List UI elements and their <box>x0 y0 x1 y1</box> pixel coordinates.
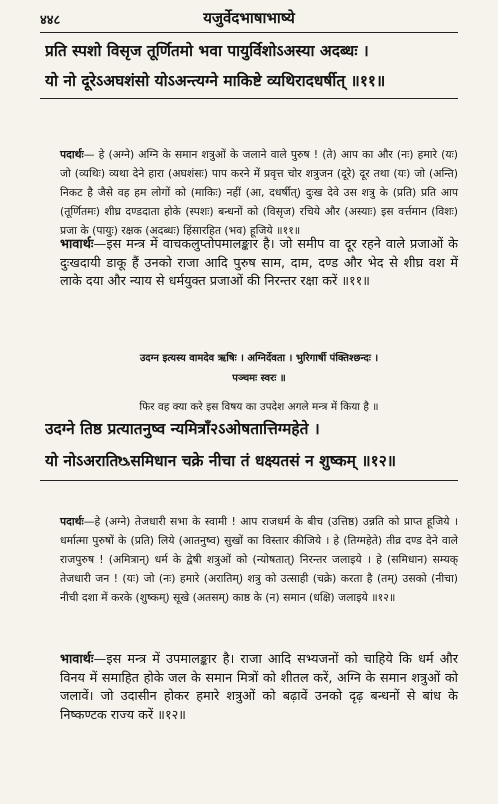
mantra-11-line-1: प्रति स्पशो विसृज तूर्णितमो भवा पायुर्विशोऽअस्या अदब्धः । <box>45 42 369 60</box>
mantra-12-rule <box>40 480 458 481</box>
running-title: यजुर्वेदभाषाभाष्ये <box>203 9 295 27</box>
rishi-devata-line: उदग्न इत्यस्य वामदेव ऋषिः । अग्निर्देवता । भुरिगार्षी पंक्तिश्छन्दः । <box>139 353 379 364</box>
padartha-label: पदार्थः <box>60 148 84 161</box>
padartha-11 <box>60 146 458 241</box>
bhavartha-label: भावार्थः <box>60 237 94 252</box>
bhavartha-label: भावार्थः <box>60 652 94 667</box>
mantra-12-line-2: यो नोऽअरातिᳬसमिधान चक्रे नीचा तं धक्ष्यतसं न शुष्कम् ॥१२॥ <box>45 452 397 470</box>
padartha-text: —हे (अग्ने) तेजधारी सभा के स्वामी ! आप राजधर्म के बीच (उत्तिष्ठ) उन्नति को प्राप्त हूजिये । धर्मात्मा पुरुषों के (प्रति) लिये (आतनुष्व) सुखों का विस्तार कीजिये । हे (तिग्महेते) तीव्र दण्ड देने वाले राजपुरुष ! (अमित्रान्) धर्म के द्वेषी शत्रुओं को (न्योषतात्) निरन्तर जलाइये । हे (समिधान) सम्यक् तेजधारी जन ! (यः) जो (नः) हमारे (अरातिम्) शत्रु को उत्साही (चक्रे) करता है (तम्) उसको (नीचा) नीची दशा में करके (शुष्कम्) सूखे (अतसम्) काष्ठ के (न) समान (धक्षि) जलाइये ॥१२॥ <box>60 515 458 604</box>
padartha-12 <box>60 513 458 608</box>
mantra-11-rule <box>40 98 458 99</box>
header-rule <box>40 32 458 33</box>
bhavartha-text: —इस मन्त्र में उपमालङ्कार है। राजा आदि सभ्यजनों को चाहिये कि धर्म और विनय में समाहित होके जल के समान मित्रों को शीतल करें, अग्नि के समान शत्रुओं को जलावें। जो उदासीन होकर हमारे शत्रुओं को बढ़ावें उनको दृढ़ बन्धनों से बांध के निष्कण्टक राज्य करें ॥१२॥ <box>60 652 458 723</box>
padartha-label: पदार्थः <box>60 515 84 528</box>
bhavartha-11 <box>60 236 458 292</box>
mantra-12-intro: फिर वह क्या करे इस विषय का उपदेश अगले मन्त्र में किया है ॥ <box>139 401 379 413</box>
mantra-12-line-1: उदग्ने तिष्ठ प्रत्यातनुष्व न्यमित्राँ२ऽओषतात्तिग्महेते । <box>45 420 320 438</box>
page-header <box>40 8 458 30</box>
bhavartha-text: —इस मन्त्र में वाचकलुप्तोपमालङ्कार है। जो समीप वा दूर रहने वाले प्रजाओं के दुःखदायी डाकू हैं उनको राजा आदि पुरुष साम, दाम, दण्ड और भेद से शीघ्र वश में लाके दया और न्याय से धर्मयुक्त प्रजाओं की निरन्तर रक्षा करें ॥११॥ <box>60 237 458 290</box>
mantra-11-line-2: यो नो दूरेऽअघशंसो योऽअन्त्यग्ने माकिष्टे व्यथिरादधर्षीत् ॥११॥ <box>45 72 386 90</box>
padartha-text: — हे (अग्ने) अग्नि के समान शत्रुओं के जलाने वाले पुरुष ! (ते) आप का और (नः) हमारे (यः) जो (व्यथिः) व्यथा देने हारा (अघशंसः) पाप करने में प्रवृत्त चोर शत्रुजन (दूरे) दूर तथा (यः) जो (अन्ति) निकट है जैसे वह हम लोगों को (माकिः) नहीं (आ, दधर्षीत्) दुःख देवे उस शत्रु के (प्रति) प्रति आप (तूर्णितमः) शीघ्र दण्डदाता होके (स्पशः) बन्धनों को (विसृज) रचिये और (अस्याः) इस वर्त्तमान (विशः) प्रजा के (पायुः) रक्षक (अदब्धः) हिंसारहित (भव) हूजिये ॥११॥ <box>60 148 458 237</box>
page-number: ४४८ <box>40 13 61 28</box>
svara-line: पञ्चमः स्वरः ॥ <box>232 373 286 384</box>
bhavartha-12 <box>60 651 458 725</box>
